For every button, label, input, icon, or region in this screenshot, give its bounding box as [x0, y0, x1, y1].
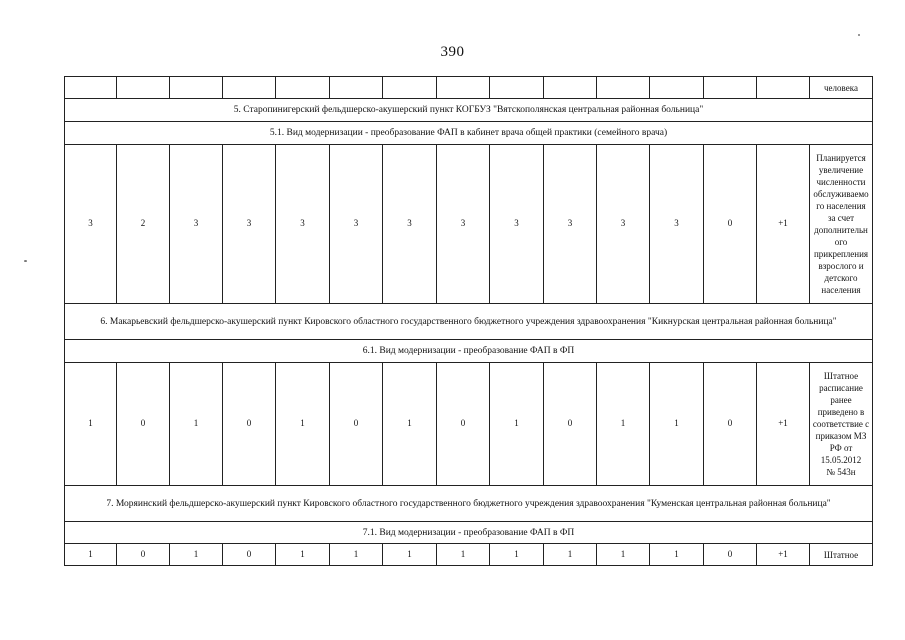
scan-speck — [858, 34, 860, 36]
value-cell: 1 — [650, 544, 704, 566]
section-subtitle: 5.1. Вид модернизации - преобразование ФАП в кабинет врача общей практики (семейного врача) — [65, 122, 873, 145]
value-cell: +1 — [757, 544, 810, 566]
value-cell: 1 — [170, 544, 223, 566]
note-line: населения — [821, 285, 861, 295]
note-cell: человека — [810, 77, 873, 99]
value-cell: 0 — [117, 363, 170, 486]
data-row — [65, 544, 873, 566]
value-cell: +1 — [757, 363, 810, 486]
value-cell: 1 — [330, 544, 383, 566]
data-row — [65, 363, 873, 486]
value-cell: 0 — [704, 544, 757, 566]
note-line: численности — [816, 177, 866, 187]
note-line: соответствие с — [812, 419, 870, 429]
value-cell: 1 — [544, 544, 597, 566]
value-cell: 3 — [170, 145, 223, 304]
value-cell — [223, 77, 276, 99]
value-cell: 1 — [170, 363, 223, 486]
note-line: № 543н — [826, 467, 856, 477]
value-cell: 1 — [383, 363, 437, 486]
value-cell: +1 — [757, 145, 810, 304]
value-cell: 1 — [276, 544, 330, 566]
note-line: приказом МЗ — [815, 431, 867, 441]
value-cell: 3 — [223, 145, 276, 304]
value-cell: 0 — [704, 363, 757, 486]
value-cell — [65, 77, 117, 99]
note-line: го населения — [816, 201, 866, 211]
note-line: ого — [834, 237, 848, 247]
note-line: детского — [824, 273, 858, 283]
value-cell: 1 — [490, 363, 544, 486]
note-line: РФ от — [829, 443, 853, 453]
value-cell: 3 — [544, 145, 597, 304]
value-cell — [330, 77, 383, 99]
value-cell — [490, 77, 544, 99]
note-line: взрослого и — [818, 261, 864, 271]
value-cell: 1 — [490, 544, 544, 566]
note-line: приведено в — [817, 407, 865, 417]
value-cell — [650, 77, 704, 99]
value-cell: 3 — [650, 145, 704, 304]
value-cell: 3 — [490, 145, 544, 304]
value-cell: 3 — [383, 145, 437, 304]
note-line: прикрепления — [813, 249, 869, 259]
note-line: расписание — [819, 383, 863, 393]
value-cell — [757, 77, 810, 99]
note-cell — [810, 145, 873, 304]
value-cell: 3 — [65, 145, 117, 304]
modernization-table — [64, 76, 873, 566]
value-cell — [383, 77, 437, 99]
value-cell — [170, 77, 223, 99]
value-cell: 0 — [223, 544, 276, 566]
value-cell: 0 — [330, 363, 383, 486]
value-cell — [437, 77, 490, 99]
value-cell: 3 — [276, 145, 330, 304]
note-line: Планируется — [816, 153, 866, 163]
value-cell: 2 — [117, 145, 170, 304]
value-cell: 0 — [544, 363, 597, 486]
value-cell — [597, 77, 650, 99]
section-title: 6. Макарьевский фельдшерско-акушерский пункт Кировского областного государственного бюджетного учреждения здравоохранения "Кикнурская центральная районная больница" — [65, 304, 873, 340]
note-line: 15.05.2012 — [820, 455, 862, 465]
note-line: обслуживаемо — [813, 189, 869, 199]
note-line: Штатное — [823, 371, 859, 381]
value-cell: 1 — [65, 544, 117, 566]
section-subtitle: 6.1. Вид модернизации - преобразование ФАП в ФП — [65, 340, 873, 363]
note-line: увеличение — [818, 165, 864, 175]
value-cell: 3 — [330, 145, 383, 304]
note-line: за счет — [827, 213, 855, 223]
value-cell: 0 — [117, 544, 170, 566]
value-cell: 1 — [276, 363, 330, 486]
section-title: 5. Старопинигерский фельдшерско-акушерский пункт КОГБУЗ "Вятскополянская центральная районная больница" — [65, 99, 873, 122]
value-cell — [704, 77, 757, 99]
note-line: дополнительн — [814, 225, 868, 235]
value-cell: 0 — [223, 363, 276, 486]
section-title: 7. Моряинский фельдшерско-акушерский пункт Кировского областного государственного бюджетного учреждения здравоохранения "Куменская центральная районная больница" — [65, 486, 873, 522]
scan-speck — [24, 260, 27, 262]
value-cell: 1 — [383, 544, 437, 566]
value-cell: 0 — [704, 145, 757, 304]
data-row — [65, 145, 873, 304]
value-cell: 1 — [65, 363, 117, 486]
top-row — [65, 77, 873, 99]
note-cell — [810, 363, 873, 486]
page-number: 390 — [440, 44, 465, 60]
note-line: ранее — [830, 395, 852, 405]
section-subtitle: 7.1. Вид модернизации - преобразование ФАП в ФП — [65, 522, 873, 544]
value-cell — [276, 77, 330, 99]
value-cell — [117, 77, 170, 99]
value-cell: 0 — [437, 363, 490, 486]
value-cell: 3 — [437, 145, 490, 304]
value-cell — [544, 77, 597, 99]
value-cell: 1 — [437, 544, 490, 566]
value-cell: 1 — [597, 363, 650, 486]
value-cell: 3 — [597, 145, 650, 304]
value-cell: 1 — [650, 363, 704, 486]
note-cell: Штатное — [810, 544, 873, 566]
value-cell: 1 — [597, 544, 650, 566]
